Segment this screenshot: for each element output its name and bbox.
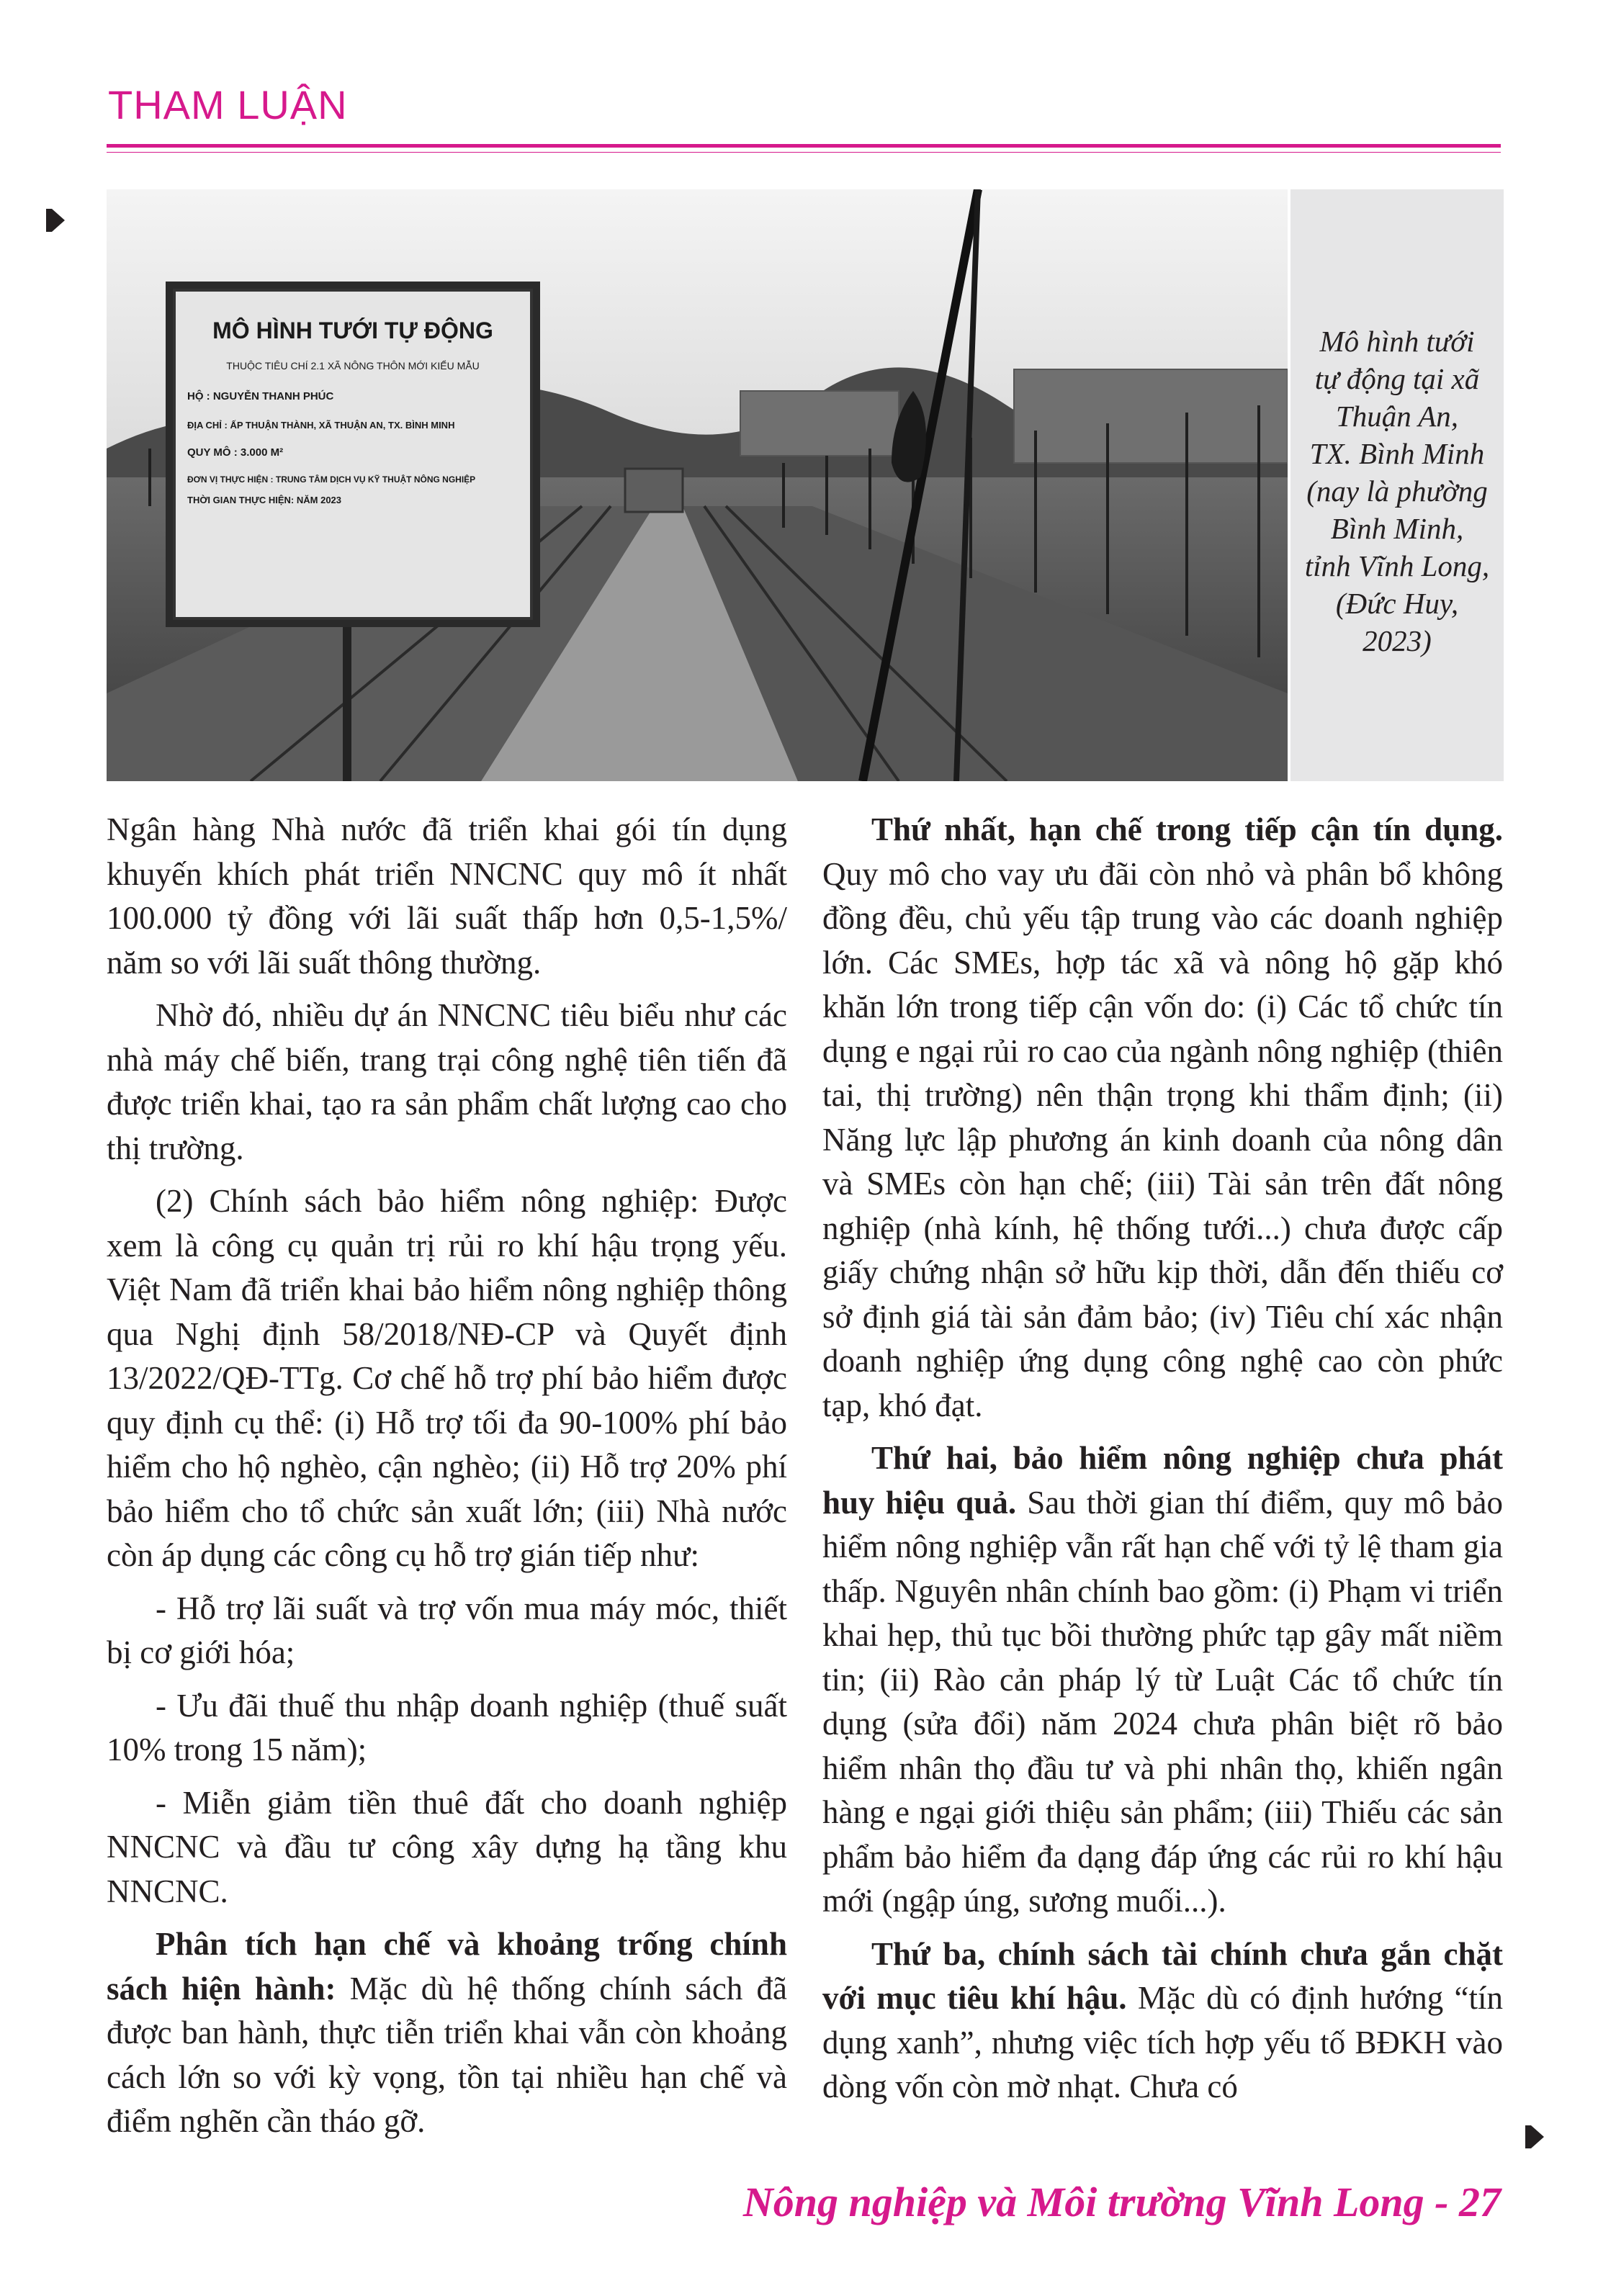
paragraph xyxy=(822,1436,1503,1924)
continued-marker-icon xyxy=(1531,2125,1544,2148)
caption-line: TX. Bình Minh xyxy=(1309,437,1485,470)
sign-line: THUỘC TIÊU CHÍ 2.1 XÃ NÔNG THÔN MỚI KIỂU MẪU xyxy=(226,360,480,372)
paragraph xyxy=(107,1781,787,1914)
paragraph-text: Ngân hàng Nhà nước đã triển khai gói tín dụng khuyến khích phát triển NNCNC quy mô ít nhất 100.000 tỷ đồng với lãi suất thấp hơn 0,5-1,5%/ năm so với lãi suất thông thường. xyxy=(107,811,787,981)
caption-line: Mô hình tưới xyxy=(1319,325,1475,358)
paragraph-lead: Thứ hai, bảo hiểm nông nghiệp chưa phát huy hiệu quả. xyxy=(822,1440,1503,1521)
caption-line: Bình Minh, xyxy=(1330,512,1464,545)
paragraph-text: Mặc dù hệ thống chính sách đã được ban hành, thực tiễn triển khai vẫn còn khoảng cách lớn so với kỳ vọng, tồn tại nhiều hạn chế và điểm nghẽn cần tháo gỡ. xyxy=(107,1970,787,2139)
paragraph-text: - Miễn giảm tiền thuê đất cho doanh nghiệp NNCNC và đầu tư công xây dựng hạ tầng khu NNCNC. xyxy=(107,1784,787,1909)
paragraph-text: Mặc dù có định hướng “tín dụng xanh”, nhưng việc tích hợp yếu tố BĐKH vào dòng vốn còn mờ nhạt. Chưa có xyxy=(822,1980,1503,2104)
paragraph-lead: Thứ nhất, hạn chế trong tiếp cận tín dụng. xyxy=(871,811,1503,847)
sign-board-text xyxy=(179,297,527,613)
header-rule-thin xyxy=(107,152,1501,153)
caption-line: Thuận An, xyxy=(1335,400,1459,433)
caption-line: tỉnh Vĩnh Long, xyxy=(1304,549,1490,582)
sign-title: MÔ HÌNH TƯỚI TỰ ĐỘNG xyxy=(212,318,493,343)
paragraph xyxy=(822,1932,1503,2110)
page-number: 27 xyxy=(1459,2179,1501,2225)
paragraph-text: (2) Chính sách bảo hiểm nông nghiệp: Được xem là công cụ quản trị rủi ro khí hậu trọng yếu. Việt Nam đã triển khai bảo hiểm nông nghiệp thông qua Nghị định 58/2018/NĐ-CP và Quyết định 13/2022/QĐ-TTg. Cơ chế hỗ trợ phí bảo hiểm được quy định cụ thể: (i) Hỗ trợ tối đa 90-100% phí bảo hiểm cho hộ nghèo, cận nghèo; (ii) Hỗ trợ 20% phí bảo hiểm cho tổ chức sản xuất lớn; (iii) Nhà nước còn áp dụng các công cụ hỗ trợ gián tiếp như: xyxy=(107,1183,787,1573)
figure-caption xyxy=(1290,323,1504,659)
paragraph xyxy=(107,1179,787,1578)
paragraph-text: Sau thời gian thí điểm, quy mô bảo hiểm nông nghiệp vẫn rất hạn chế với tỷ lệ tham gia thấp. Nguyên nhân chính bao gồm: (i) Phạm vi triển khai hẹp, thủ tục bồi thường phức tạp gây mất niềm tin; (ii) Rào cản pháp lý từ Luật Các tổ chức tín dụng (sửa đổi) năm 2024 chưa phân biệt rõ bảo hiểm nhân thọ đầu tư và phi nhân thọ, khiến ngân hàng e ngại giới thiệu sản phẩm; (iii) Thiếu các sản phẩm bảo hiểm đa dạng đáp ứng các rủi ro khí hậu mới (ngập úng, sương muối...). xyxy=(822,1484,1503,1919)
header-rule xyxy=(107,144,1501,148)
paragraph-text: - Hỗ trợ lãi suất và trợ vốn mua máy móc, thiết bị cơ giới hóa; xyxy=(107,1590,787,1670)
sign-line: HỘ : NGUYỄN THANH PHÚC xyxy=(187,390,334,402)
paragraph xyxy=(822,808,1503,1428)
sign-line: QUY MÔ : 3.000 M² xyxy=(187,446,284,459)
continuation-marker-icon xyxy=(52,209,65,232)
caption-line: (nay là phường xyxy=(1306,474,1488,508)
paragraph-text: - Ưu đãi thuế thu nhập doanh nghiệp (thuế suất 10% trong 15 năm); xyxy=(107,1687,787,1768)
paragraph-text: Quy mô cho vay ưu đãi còn nhỏ và phân bổ không đồng đều, chủ yếu tập trung vào các doanh nghiệp lớn. Các SMEs, hợp tác xã và nông hộ gặp khó khăn lớn trong tiếp cận vốn do: (i) Các tổ chức tín dụng e ngại rủi ro cao của ngành nông nghiệp (thiên tai, thị trường) nên thận trọng khi thẩm định; (ii) Năng lực lập phương án kinh doanh của nông dân và SMEs còn hạn chế; (iii) Tài sản trên đất nông nghiệp (nhà kính, hệ thống tưới...) chưa được cấp giấy chứng nhận sở hữu kịp thời, dẫn đến thiếu cơ sở định giá tài sản đảm bảo; (iv) Tiêu chí xác nhận doanh nghiệp ứng dụng công nghệ cao còn phức tạp, khó đạt. xyxy=(822,855,1503,1423)
sign-line: ĐỊA CHỈ : ẤP THUẬN THÀNH, XÃ THUẬN AN, TX. BÌNH MINH xyxy=(187,420,455,431)
sign-line: ĐƠN VỊ THỰC HIỆN : TRUNG TÂM DỊCH VỤ KỸ THUẬT NÔNG NGHIỆP xyxy=(187,474,476,485)
article-column-left xyxy=(107,808,787,2153)
paragraph xyxy=(107,1922,787,2144)
paragraph xyxy=(107,1684,787,1773)
article-column-right xyxy=(822,808,1503,2118)
figure-photo xyxy=(107,189,1288,781)
page-footer xyxy=(742,2179,1501,2225)
figure-caption-box xyxy=(1290,189,1504,781)
paragraph xyxy=(107,808,787,985)
caption-line: (Đức Huy, xyxy=(1335,587,1459,620)
paragraph-lead: Phân tích hạn chế và khoảng trống chính sách hiện hành: xyxy=(107,1926,787,2007)
paragraph xyxy=(107,994,787,1171)
paragraph-lead: Thứ ba, chính sách tài chính chưa gắn chặt với mục tiêu khí hậu. xyxy=(822,1935,1503,2016)
caption-line: tự động tại xã xyxy=(1314,362,1480,395)
section-header: THAM LUẬN xyxy=(108,82,348,127)
footer-separator: - xyxy=(1435,2179,1449,2225)
sign-line: THỜI GIAN THỰC HIỆN: NĂM 2023 xyxy=(187,495,342,505)
paragraph xyxy=(107,1587,787,1675)
caption-line: 2023) xyxy=(1363,624,1432,657)
magazine-name: Nông nghiệp và Môi trường Vĩnh Long xyxy=(742,2179,1424,2225)
paragraph-text: Nhờ đó, nhiều dự án NNCNC tiêu biểu như các nhà máy chế biến, trang trại công nghệ tiên tiến đã được triển khai, tạo ra sản phẩm chất lượng cao cho thị trường. xyxy=(107,997,787,1166)
